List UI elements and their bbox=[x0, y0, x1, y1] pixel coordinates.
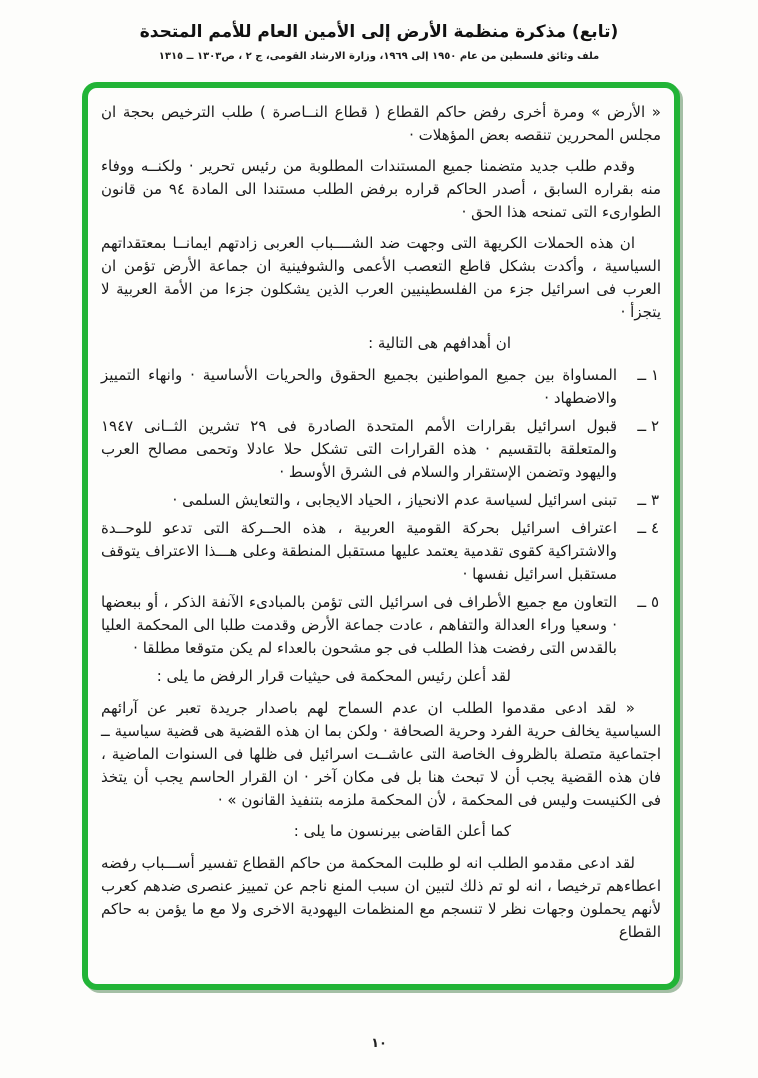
section-lead-line: ان أهدافهم هى التالية : bbox=[368, 334, 511, 352]
goal-item bbox=[101, 364, 661, 410]
goal-text: المساواة بين جميع المواطنين بجميع الحقوق والحريات الأساسية · وانهاء التمييز والاضطهاد · bbox=[101, 366, 617, 407]
page-footer bbox=[0, 1032, 758, 1051]
goal-item bbox=[101, 517, 661, 586]
goal-item bbox=[101, 415, 661, 484]
body-paragraph: لقد ادعى مقدمو الطلب انه لو طلبت المحكمة من حاكم القطاع تفسير أســـباب رفضه اعطاءهم ترخيصا ، انه لو تم ذلك لتبين ان سبب المنع ناجم عن تمييز عنصرى ضدهم كعرب لأنهم يحملون وجهات نظر لا تنسجم مع المنظمات اليهودية الاخرى ولا مع ما يؤمن به حاكم القطاع bbox=[101, 854, 661, 941]
green-frame bbox=[82, 82, 680, 990]
goal-number: ٢ ــ bbox=[637, 417, 659, 435]
body-paragraph: ان هذه الحملات الكريهة التى وجهت ضد الشــــباب العربى زادتهم ايمانــا بمعتقداتهم السياسية ، وأكدت بشكل قاطع التعصب الأعمى والشوفينية ان جماعة الأرض تؤمن ان العرب فى اسرائيل جزء من الفلسطينيين العرب الذين يشكلون جزءا من الأمة العربية لا يتجزأ · bbox=[101, 234, 661, 321]
goal-item bbox=[101, 489, 661, 512]
goal-number: ٣ ــ bbox=[637, 491, 659, 509]
page-title: (تابع) مذكرة منظمة الأرض إلى الأمين العام للأمم المتحدة bbox=[139, 22, 619, 42]
goal-number: ١ ــ bbox=[637, 366, 659, 384]
source-citation-line: ملف وثائق فلسطين من عام ١٩٥٠ إلى ١٩٦٩، وزارة الارشاد القومى، ج ٢ ، ص١٣٠٣ ــ ١٣١٥ bbox=[158, 51, 600, 62]
goal-text: قبول اسرائيل بقرارات الأمم المتحدة الصادرة فى ٢٩ تشرين الثــانى ١٩٤٧ والمتعلقة بالتقسيم · هذه القرارات التى تشكل حلا عادلا وتحمى مصالح العرب واليهود وتضمن الإستقرار والسلام فى الشرق الأوسط · bbox=[101, 417, 618, 481]
section-lead-line: كما أعلن القاضى بيرنسون ما يلى : bbox=[293, 822, 511, 840]
document-body bbox=[88, 88, 674, 984]
body-paragraph: « لقد ادعى مقدموا الطلب ان عدم السماح لهم باصدار جريدة تعبر عن آرائهم السياسية يخالف حرية الفرد وحرية الصحافة · ولكن بما ان هذه القضية هى قضية سياسية ــ اجتماعية متصلة بالظروف الخاصة التى عاشــت اسرائيل فى ظلها فى السنوات الماضية ، فان هذه القضية يجب أن لا تبحث هنا بل فى مكان آخر · ان القرار الحاسم يجب أن يتخذ فى الكنيست وليس فى المحكمة ، لأن المحكمة ملزمه بتنفيذ القانون » · bbox=[101, 699, 661, 809]
body-paragraph: « الأرض » ومرة أخرى رفض حاكم القطاع ( قطاع النــاصرة ) طلب الترخيص بحجة ان مجلس المحررين تنقصه بعض المؤهلات · bbox=[101, 103, 661, 144]
goal-item bbox=[101, 591, 661, 660]
section-lead-line: لقد أعلن رئيس المحكمة فى حيثيات قرار الرفض ما يلى : bbox=[156, 667, 511, 685]
goal-number: ٥ ــ bbox=[637, 593, 659, 611]
page-number: ١٠ bbox=[371, 1036, 387, 1051]
body-paragraph: وقدم طلب جديد متضمنا جميع المستندات المطلوبة من رئيس تحرير · ولكنــه ووفاء منه بقراره السابق ، أصدر الحاكم قراره برفض الطلب مستندا الى المادة ٩٤ من قانون الطوارىء التى تمنحه هذا الحق · bbox=[101, 157, 661, 221]
goal-text: اعتراف اسرائيل بحركة القومية العربية ، هذه الحــركة التى تدعو للوحــدة والاشتراكية كقوى تقدمية يعتمد عليها مستقبل المنطقة وعلى هـــذا الاعتراف يتوقف مستقبل اسرائيل نفسها · bbox=[101, 519, 617, 583]
goal-number: ٤ ــ bbox=[637, 519, 659, 537]
page-header bbox=[0, 20, 758, 62]
goal-text: تبنى اسرائيل لسياسة عدم الانحياز ، الحياد الايجابى ، والتعايش السلمى · bbox=[172, 491, 617, 509]
goal-text: التعاون مع جميع الأطراف فى اسرائيل التى تؤمن بالمبادىء الآنفة الذكر ، أو ببعضها · وسعيا وراء العدالة والتفاهم ، عادت جماعة الأرض وقدمت طلبا الى المحكمة العليا بالقدس التى رفضت هذا الطلب فى جو مشحون بالعداء لم يكن متوقعا مطلقا · bbox=[101, 593, 617, 657]
